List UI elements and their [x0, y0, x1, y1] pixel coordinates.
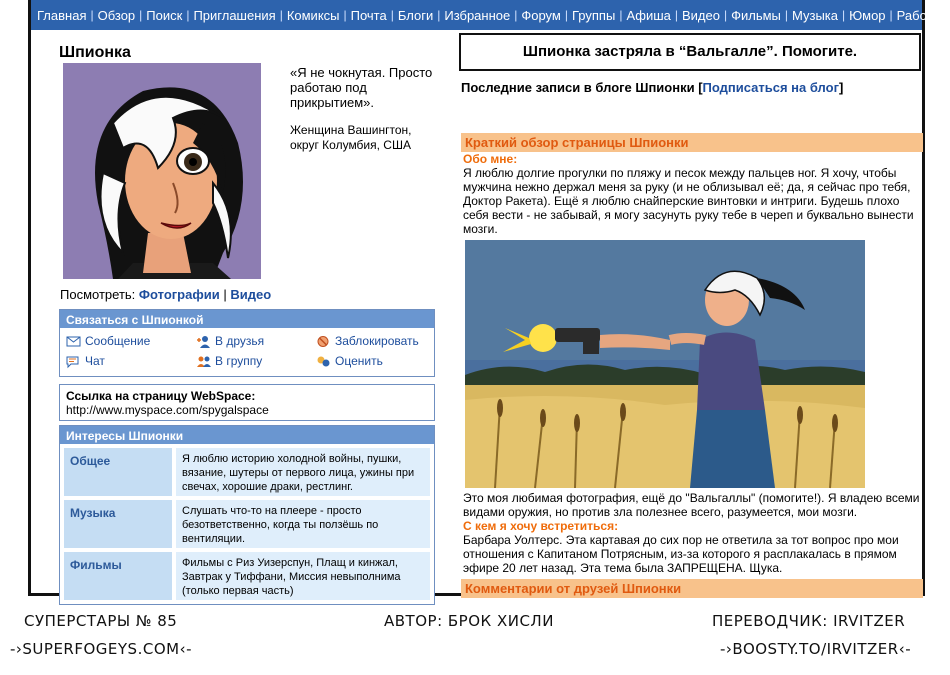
send-message-label: Сообщение	[85, 334, 151, 348]
blog-line: Последние записи в блоге Шпионки [Подписаться на блог]	[461, 80, 844, 95]
nav-separator: |	[514, 8, 518, 22]
comic-author: АВТОР: БРОК ХИСЛИ	[384, 612, 554, 630]
view-separator: |	[223, 287, 227, 302]
comic-panel	[28, 0, 940, 597]
webspace-link-box	[59, 384, 435, 421]
interest-row	[64, 552, 430, 600]
nav-invitations[interactable]: Приглашения	[193, 7, 276, 23]
block-user-label: Заблокировать	[335, 334, 419, 348]
profile-quote: «Я не чокнутая. Просто работаю под прикрытием».	[290, 65, 433, 110]
interest-row	[64, 448, 430, 496]
group-icon	[196, 355, 211, 368]
nav-separator: |	[186, 8, 190, 22]
nav-comics[interactable]: Комиксы	[286, 7, 340, 23]
nav-separator: |	[619, 8, 623, 22]
summary-section	[461, 133, 923, 598]
rate-button[interactable]	[316, 354, 436, 368]
contact-actions	[60, 328, 434, 368]
chat-button[interactable]	[66, 354, 196, 368]
nav-separator: |	[343, 8, 347, 22]
envelope-icon	[66, 335, 81, 348]
add-friend-button[interactable]	[196, 334, 316, 348]
interest-label: Музыка	[64, 500, 172, 548]
blog-text: Последние записи в блоге Шпионки	[461, 80, 695, 95]
nav-music[interactable]: Музыка	[792, 7, 839, 23]
interest-row	[64, 500, 430, 548]
view-label: Посмотреть:	[60, 287, 136, 302]
meet-label: С кем я хочу встретиться:	[463, 519, 619, 533]
add-friend-icon	[196, 335, 211, 348]
nav-separator: |	[889, 8, 893, 22]
chat-label: Чат	[85, 354, 105, 368]
boosty-link[interactable]: -›BOOSTY.TO/IRVITZER‹-	[720, 640, 912, 658]
nav-separator: |	[842, 8, 846, 22]
block-icon	[316, 335, 331, 348]
nav-separator: |	[390, 8, 394, 22]
contact-box	[59, 309, 435, 377]
chat-icon	[66, 355, 81, 368]
nav-forum[interactable]: Форум	[521, 7, 561, 23]
nav-search[interactable]: Поиск	[146, 7, 183, 23]
nav-separator: |	[723, 8, 728, 22]
profile-name: Шпионка	[59, 44, 131, 61]
interest-label: Общее	[64, 448, 172, 496]
photos-link[interactable]: Фотографии	[138, 287, 220, 302]
nav-groups[interactable]: Группы	[571, 7, 616, 23]
rate-icon	[316, 355, 331, 368]
comic-translator: ПЕРЕВОДЧИК: IRVITZER	[712, 612, 906, 630]
add-to-group-button[interactable]	[196, 354, 316, 368]
webspace-url[interactable]: http://www.myspace.com/spygalspace	[66, 403, 269, 417]
interest-value: Фильмы с Риз Уизерспун, Плащ и кинжал, Завтрак у Тиффани, Миссия невыполнима (только первая часть)	[176, 552, 430, 600]
favorite-photo-illustration	[465, 240, 865, 488]
nav-home[interactable]: Главная	[37, 7, 87, 23]
contact-box-title: Связаться с Шпионкой	[60, 310, 434, 328]
profile-photo-illustration	[63, 63, 261, 279]
nav-separator: |	[674, 8, 678, 22]
add-friend-label: В друзья	[215, 334, 265, 348]
photo-caption: Это моя любимая фотография, ещё до "Вальгаллы" (помогите!). Я владею всеми видами оружия, но против зла полезнее всего, разумеется, мои мозги.	[463, 491, 920, 519]
nav-separator: |	[139, 8, 143, 22]
video-link[interactable]: Видео	[230, 287, 272, 302]
top-navigation	[31, 0, 940, 30]
nav-jobs[interactable]: Работа	[896, 7, 940, 23]
subscribe-blog-link[interactable]: Подписаться на блог	[702, 80, 840, 95]
comic-title: СУПЕРСТАРЫ № 85	[24, 612, 178, 630]
interests-box	[59, 425, 435, 605]
interests-title: Интересы Шпионки	[60, 426, 434, 444]
nav-blogs[interactable]: Блоги	[397, 7, 434, 23]
profile-headline: Шпионка застряла в “Вальгалле”. Помогите.	[459, 33, 921, 71]
block-user-button[interactable]	[316, 334, 436, 348]
interest-value: Я люблю историю холодной войны, пушки, вязание, шутеры от первого лица, ужины при свечах, хорошие драки, рестлинг.	[176, 448, 430, 496]
profile-photo[interactable]	[63, 63, 261, 279]
nav-separator: |	[437, 8, 441, 22]
webspace-link-title: Ссылка на страницу WebSpace:	[66, 389, 256, 403]
nav-separator: |	[564, 8, 568, 22]
nav-separator: |	[90, 8, 94, 22]
favorite-photo[interactable]	[465, 240, 865, 488]
nav-separator: |	[279, 8, 283, 22]
view-links	[60, 287, 271, 302]
about-text: Я люблю долгие прогулки по пляжу и песок между пальцев ног. Я хочу, чтобы мужчина нежно держал меня за руку (и не облизывал её; да, я сейчас про тебя, Доктор Ракета). Ещё я люблю снайперские винтовки и интриги. Будешь плохо себя вести - не забывай, я могу засунуть руку тебе в череп и буквально вынести мозги.	[463, 166, 914, 236]
nav-overview[interactable]: Обзор	[97, 7, 136, 23]
nav-events[interactable]: Афиша	[626, 7, 671, 23]
profile-location: Женщина Вашингтон, округ Колумбия, США	[290, 123, 412, 152]
meet-text: Барбара Уолтерс. Эта картавая до сих пор не ответила за тот вопрос про мои отношения с Капитаном Потрясным, из-за которого я расплакалась в прямом эфире 20 лет назад. Эта тема была ЗАПРЕЩЕНА. Щука.	[463, 533, 899, 575]
interest-label: Фильмы	[64, 552, 172, 600]
interest-value: Слушать что-то на плеере - просто безответственно, когда ты ползёшь по вентиляции.	[176, 500, 430, 548]
rate-label: Оценить	[335, 354, 383, 368]
nav-video[interactable]: Видео	[682, 7, 720, 23]
send-message-button[interactable]	[66, 334, 196, 348]
add-to-group-label: В группу	[215, 354, 263, 368]
nav-humor[interactable]: Юмор	[849, 7, 886, 23]
comments-title: Комментарии от друзей Шпионки	[461, 579, 923, 598]
nav-favorites[interactable]: Избранное	[444, 7, 511, 23]
nav-separator: |	[784, 8, 789, 22]
nav-mail[interactable]: Почта	[350, 7, 387, 23]
about-label: Обо мне:	[463, 152, 518, 166]
comic-site[interactable]: -›SUPERFOGEYS.COM‹-	[10, 640, 192, 658]
summary-title: Краткий обзор страницы Шпионки	[461, 133, 923, 152]
nav-films[interactable]: Фильмы	[731, 7, 781, 23]
